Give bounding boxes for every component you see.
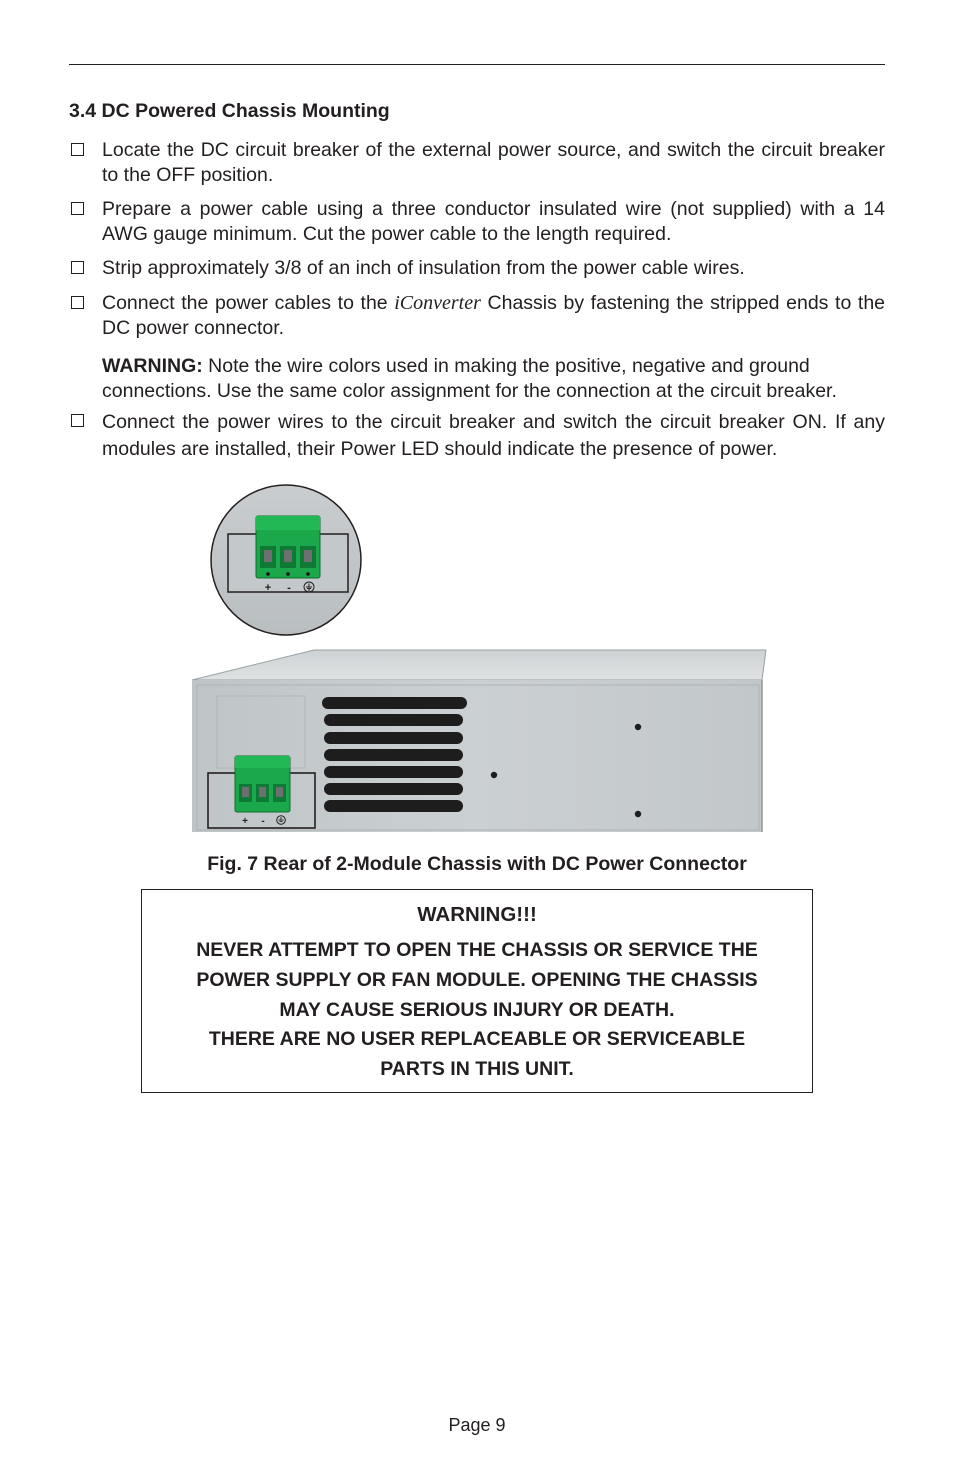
- warning-text: Note the wire colors used in making the positive, negative and ground connections. Use the same color assignment for the connection at the circuit breaker.: [102, 355, 837, 402]
- header-rule: [69, 64, 885, 65]
- warning-line: MAY CAUSE SERIOUS INJURY OR DEATH.: [279, 999, 675, 1021]
- warning-line: PARTS IN THIS UNIT.: [380, 1058, 574, 1080]
- checkbox-icon: [71, 202, 84, 215]
- checkbox-icon: [71, 414, 84, 427]
- step-item: [69, 291, 885, 341]
- minus-terminal-label: -: [287, 582, 291, 594]
- product-name: iConverter: [394, 292, 481, 314]
- chassis-figure: [190, 484, 770, 836]
- step-item: [69, 256, 885, 281]
- step-text: Strip approximately 3/8 of an inch of insulation from the power cable wires.: [102, 257, 745, 279]
- section-title: 3.4 DC Powered Chassis Mounting: [69, 100, 390, 122]
- step-item: [69, 197, 885, 247]
- warning-line: THERE ARE NO USER REPLACEABLE OR SERVICEABLE: [208, 1028, 746, 1050]
- chassis-body: [192, 650, 766, 832]
- step-item: [69, 409, 885, 463]
- vent-slots: [322, 697, 467, 812]
- checkbox-icon: [71, 261, 84, 274]
- page-number: Page 9: [448, 1415, 506, 1435]
- step-text: Prepare a power cable using a three conductor insulated wire (not supplied) with a 14 AWG gauge minimum. Cut the power cable to the length required.: [102, 198, 885, 245]
- warning-line: NEVER ATTEMPT TO OPEN THE CHASSIS OR SERVICE THE: [196, 939, 758, 961]
- figure-caption: Fig. 7 Rear of 2-Module Chassis with DC Power Connector: [207, 853, 747, 875]
- warning-line: POWER SUPPLY OR FAN MODULE. OPENING THE CHASSIS: [196, 969, 758, 991]
- minus-terminal-label: -: [261, 816, 265, 827]
- step-text: Connect the power cables to the iConverter Chassis by fastening the stripped ends to the DC power connector.: [102, 292, 886, 339]
- checkbox-icon: [71, 296, 84, 309]
- step-item: [69, 138, 885, 188]
- step-text: Connect the power wires to the circuit breaker and switch the circuit breaker ON. If any modules are installed, their Power LED should indicate the presence of power.: [102, 411, 885, 460]
- connector-closeup: [211, 485, 361, 635]
- plus-terminal-label: +: [264, 582, 272, 594]
- step-text: Locate the DC circuit breaker of the external power source, and switch the circuit breaker to the OFF position.: [102, 139, 885, 186]
- plus-terminal-label: +: [242, 816, 248, 827]
- checkbox-icon: [71, 143, 84, 156]
- warning-label: WARNING:: [102, 355, 203, 377]
- warning-title: WARNING!!!: [417, 903, 537, 926]
- warning-box: [141, 889, 813, 1093]
- inline-warning: [102, 354, 885, 404]
